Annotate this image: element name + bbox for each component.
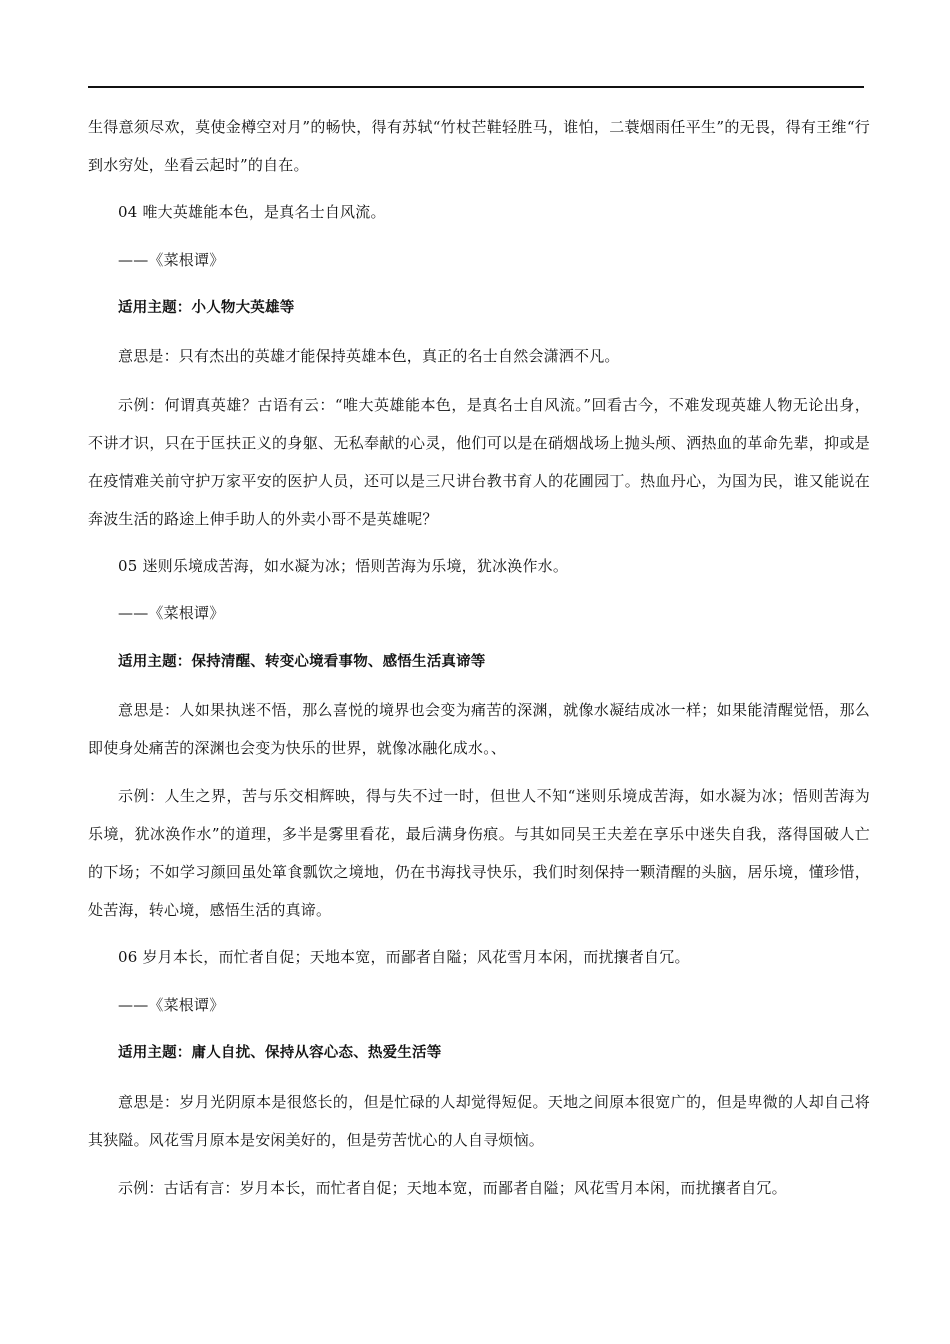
quote-06-theme: 适用主题：庸人自扰、保持从容心态、热爱生活等 (118, 1045, 442, 1061)
header-rule (88, 86, 864, 88)
quote-04: 04 唯大英雄能本色，是真名士自风流。 (118, 203, 386, 221)
quote-06-example: 示例：古话有言：岁月本长，而忙者自促；天地本宽，而鄙者自隘；风花雪月本闲，而扰攘者自冗。 (118, 1179, 787, 1197)
quote-04-source: ——《菜根谭》 (118, 251, 225, 269)
quote-05-example: 示例：人生之界，苦与乐交相辉映，得与失不过一时，但世人不知“迷则乐境成苦海，如水凝为冰；悟则苦海为乐境，犹冰涣作水”的道理，多半是雾里看花，最后满身伤痕。与其如同吴王夫差在享乐中迷失自我，落得国破人亡的下场；不如学习颜回虽处箪食瓢饮之境地，仍在书海找寻快乐，我们时刻保持一颗清醒的头脑，居乐境，懂珍惜，处苦海，转心境，感悟生活的真谛。 (88, 787, 870, 919)
quote-06-source: ——《菜根谭》 (118, 996, 225, 1014)
quote-06-meaning: 意思是：岁月光阴原本是很悠长的，但是忙碌的人却觉得短促。天地之间原本很宽广的，但是卑微的人却自己将其狭隘。风花雪月原本是安闲美好的，但是劳苦忧心的人自寻烦恼。 (88, 1093, 870, 1149)
quote-05: 05 迷则乐境成苦海，如水凝为冰；悟则苦海为乐境，犹冰涣作水。 (118, 557, 569, 575)
quote-04-example: 示例：何谓真英雄？古语有云：“唯大英雄能本色，是真名士自风流。”回看古今，不难发现英雄人物无论出身，不讲才识，只在于匡扶正义的身躯、无私奉献的心灵，他们可以是在硝烟战场上抛头颅、洒热血的革命先辈，抑或是在疫情难关前守护万家平安的医护人员，还可以是三尺讲台教书育人的花圃园丁。热血丹心，为国为民，谁又能说在奔波生活的路途上伸手助人的外卖小哥不是英雄呢？ (88, 396, 870, 528)
quote-05-theme: 适用主题：保持清醒、转变心境看事物、感悟生活真谛等 (118, 654, 486, 670)
quote-06: 06 岁月本长，而忙者自促；天地本宽，而鄙者自隘；风花雪月本闲，而扰攘者自冗。 (118, 948, 690, 966)
quote-05-source: ——《菜根谭》 (118, 604, 225, 622)
quote-05-meaning: 意思是：人如果执迷不悟，那么喜悦的境界也会变为痛苦的深渊，就像水凝结成冰一样；如果能清醒觉悟，那么即使身处痛苦的深渊也会变为快乐的世界，就像冰融化成水。、 (88, 701, 870, 757)
quote-04-theme: 适用主题：小人物大英雄等 (118, 300, 295, 316)
quote-04-meaning: 意思是：只有杰出的英雄才能保持英雄本色，真正的名士自然会潇洒不凡。 (118, 347, 620, 365)
intro-paragraph: 生得意须尽欢，莫使金樽空对月”的畅快，得有苏轼“竹杖芒鞋轻胜马，谁怕，二蓑烟雨任平生”的无畏，得有王维“行到水穷处，坐看云起时”的自在。 (88, 118, 870, 174)
